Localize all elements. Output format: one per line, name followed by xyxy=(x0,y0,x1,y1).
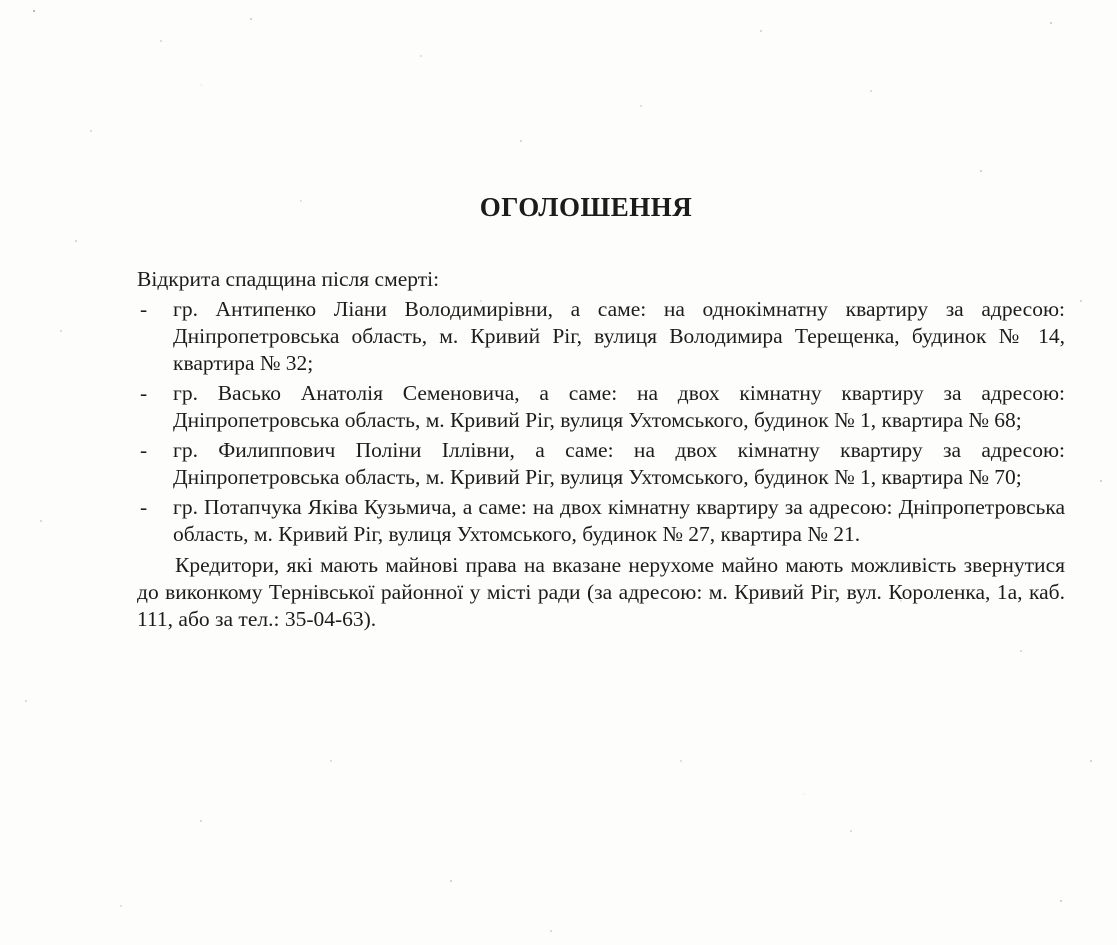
list-item xyxy=(137,437,1065,491)
document-body xyxy=(137,266,1065,633)
list-dash-marker: - xyxy=(140,297,148,321)
closing-paragraph: Кредитори, які мають майнові права на вказане нерухоме майно мають можливість звернутися до виконкому Тернівської районної у місті ради (за адресою: м. Кривий Ріг, вул. Короленка, 1а, каб. 111, або за тел.: 35-04-63). xyxy=(137,553,1065,631)
scan-noise-speckles xyxy=(0,0,2,2)
heir-list xyxy=(137,296,1065,548)
list-item xyxy=(137,380,1065,434)
list-dash-marker: - xyxy=(140,381,148,405)
list-dash-marker: - xyxy=(140,495,148,519)
list-item xyxy=(137,296,1065,377)
list-item-text: гр. Филиппович Поліни Іллівни, а саме: на двох кімнатну квартиру за адресою: Дніпропетровська область, м. Кривий Ріг, вулиця Ухтомського, будинок № 1, квартира № 70; xyxy=(173,438,1065,489)
document-title: ОГОЛОШЕННЯ xyxy=(479,192,693,223)
intro-line: Відкрита спадщина після смерті: xyxy=(137,267,440,291)
list-item-text: гр. Потапчука Яківа Кузьмича, а саме: на двох кімнатну квартиру за адресою: Дніпропетровська область, м. Кривий Ріг, вулиця Ухтомського, будинок № 27, квартира № 21. xyxy=(173,495,1065,546)
list-item-text: гр. Антипенко Ліани Володимирівни, а саме: на однокімнатну квартиру за адресою: Дніпропетровська область, м. Кривий Ріг, вулиця Володимира Терещенка, будинок № 14, квартира № 32; xyxy=(173,297,1065,375)
list-item-text: гр. Васько Анатолія Семеновича, а саме: на двох кімнатну квартиру за адресою: Дніпропетровська область, м. Кривий Ріг, вулиця Ухтомського, будинок № 1, квартира № 68; xyxy=(173,381,1065,432)
list-dash-marker: - xyxy=(140,438,148,462)
list-item xyxy=(137,494,1065,548)
